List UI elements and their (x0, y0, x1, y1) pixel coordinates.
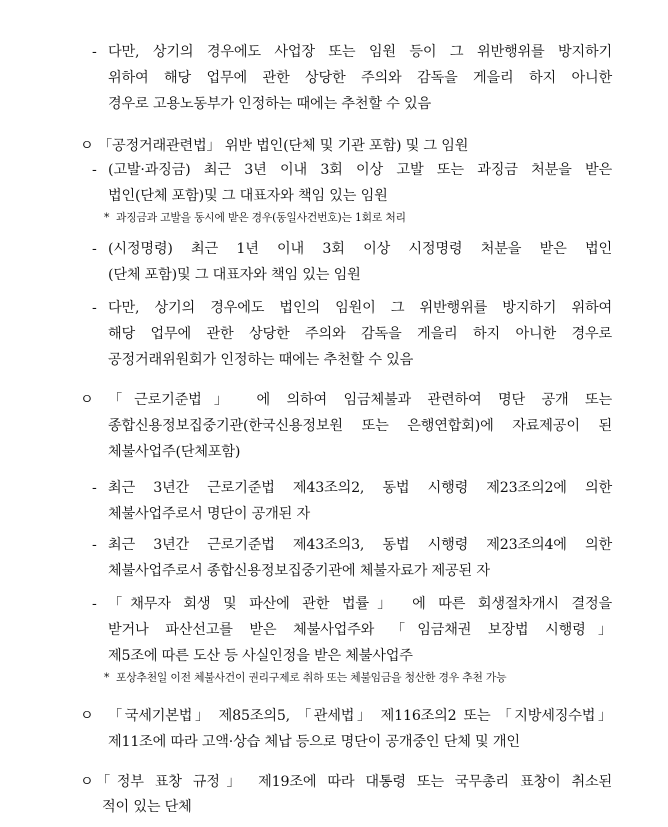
fair-trade-penalty-line-1: (고발·과징금) 최근 3년 이내 3회 이상 고발 또는 과징금 처분을 받은 (108, 162, 612, 178)
dash-marker: - (92, 596, 97, 612)
award-heading-line-1: 「정부 표창 규정」 제19조에 따라 대통령 또는 국무총리 표창이 취소된 (96, 774, 612, 790)
intro-line-3: 경우로 고용노동부가 인정하는 때에는 추천할 수 있음 (108, 96, 431, 112)
labor-heading-line-2: 종합신용정보집중기관(한국신용정보원 또는 은행연합회)에 자료제공이 된 (108, 418, 612, 434)
dash-marker: - (92, 241, 97, 257)
fair-trade-order-line-1: (시정명령) 최근 1년 이내 3회 이상 시정명령 처분을 받은 법인 (108, 241, 612, 257)
intro-line-1: 다만, 상기의 경우에도 사업장 또는 임원 등이 그 위반행위를 방지하기 (108, 44, 612, 60)
labor-disclosed-line-1: 최근 3년간 근로기준법 제43조의2, 동법 시행령 제23조의2에 의한 (108, 480, 612, 496)
fair-trade-order-line-2: (단체 포함)및 그 대표자와 책임 있는 임원 (108, 267, 361, 283)
fair-trade-penalty-line-2: 법인(단체 포함)및 그 대표자와 책임 있는 임원 (108, 188, 388, 204)
circle-marker: ㅇ (80, 138, 94, 154)
asterisk-marker: * (104, 211, 110, 224)
labor-provided-line-1: 최근 3년간 근로기준법 제43조의3, 동법 시행령 제23조의4에 의한 (108, 537, 612, 553)
labor-bankruptcy-line-1: 「채무자 회생 및 파산에 관한 법률」 에 따른 회생절차개시 결정을 (108, 596, 612, 612)
labor-provided-line-2: 체불사업주로서 종합신용정보집중기관에 체불자료가 제공된 자 (108, 563, 490, 579)
asterisk-marker: * (104, 671, 110, 684)
fair-trade-note: 과징금과 고발을 동시에 받은 경우(동일사건번호)는 1회로 처리 (116, 211, 406, 224)
labor-heading-line-1: 「근로기준법」 에 의하여 임금체불과 관련하여 명단 공개 또는 (108, 392, 612, 408)
labor-heading-line-3: 체불사업주(단체포함) (108, 444, 241, 460)
tax-heading-line-1: 「국세기본법」 제85조의5, 「관세법」 제116조의2 또는 「지방세징수법」 (108, 708, 612, 724)
circle-marker: ㅇ (80, 392, 94, 408)
dash-marker: - (92, 537, 97, 553)
fair-trade-exception-line-1: 다만, 상기의 경우에도 법인의 임원이 그 위반행위를 방지하기 위하여 (108, 300, 612, 316)
fair-trade-exception-line-3: 공정거래위원회가 인정하는 때에는 추천할 수 있음 (108, 352, 414, 368)
circle-marker: ㅇ (80, 708, 94, 724)
circle-marker: ㅇ (80, 774, 94, 790)
labor-bankruptcy-line-2: 받거나 파산선고를 받은 체불사업주와 「임금채권 보장법 시행령」 (108, 622, 612, 638)
labor-bankruptcy-line-3: 제5조에 따른 도산 등 사실인정을 받은 체불사업주 (108, 648, 413, 664)
fair-trade-exception-line-2: 해당 업무에 관한 상당한 주의와 감독을 게을리 하지 아니한 경우로 (108, 326, 612, 342)
labor-note: 포상추천일 이전 체불사건이 권리구제로 취하 또는 체불임금을 청산한 경우 추천 가능 (116, 671, 507, 684)
dash-marker: - (92, 44, 97, 60)
dash-marker: - (92, 162, 97, 178)
award-heading-line-2: 적이 있는 단체 (102, 799, 192, 815)
tax-heading-line-2: 제11조에 따라 고액·상습 체납 등으로 명단이 공개중인 단체 및 개인 (108, 734, 520, 750)
section-fair-trade-heading: 「공정거래관련법」 위반 법인(단체 및 기관 포함) 및 그 임원 (98, 138, 469, 154)
dash-marker: - (92, 480, 97, 496)
labor-disclosed-line-2: 체불사업주로서 명단이 공개된 자 (108, 506, 311, 522)
dash-marker: - (92, 300, 97, 316)
intro-line-2: 위하여 해당 업무에 관한 상당한 주의와 감독을 게을리 하지 아니한 (108, 70, 612, 86)
